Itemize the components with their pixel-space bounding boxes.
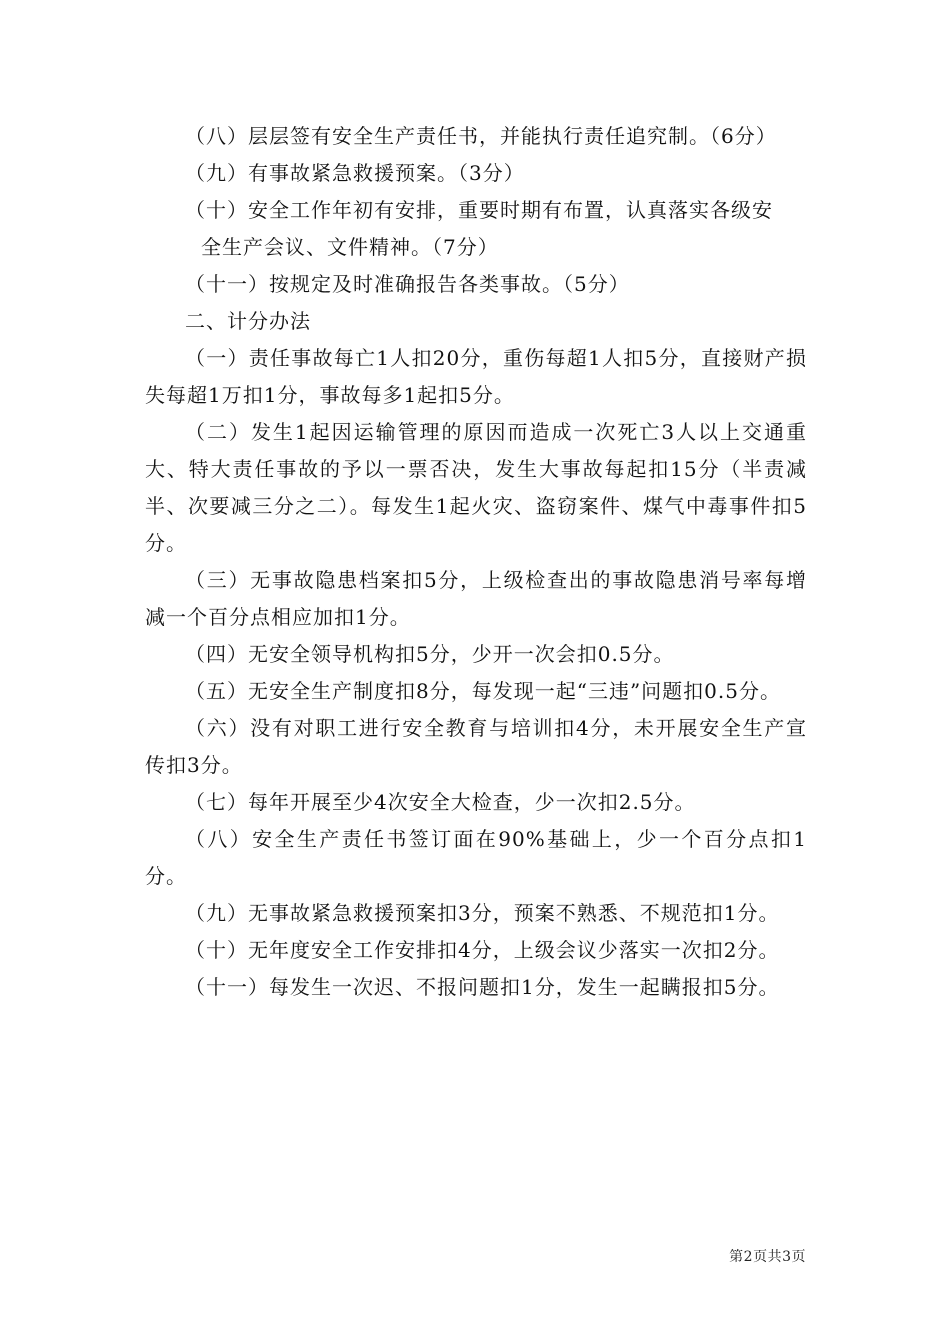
- document-body: [145, 118, 807, 1006]
- section-heading-scoring-method: 二、计分办法: [185, 309, 311, 333]
- paragraph-scoring-1: （一）责任事故每亡1人扣20分，重伤每超1人扣5分，直接财产损失每超1万扣1分，事故每多1起扣5分。: [145, 346, 807, 407]
- paragraph-scoring-9: （九）无事故紧急救援预案扣3分，预案不熟悉、不规范扣1分。: [185, 901, 780, 925]
- paragraph-item-9-emergency-plan: （九）有事故紧急救援预案。（3分）: [185, 161, 525, 185]
- paragraph-scoring-2: （二）发生1起因运输管理的原因而造成一次死亡3人以上交通重大、特大责任事故的予以一票否决，发生大事故每起扣15分（半责减半、次要减三分之二）。每发生1起火灾、盗窃案件、煤气中毒事件扣5分。: [145, 420, 807, 555]
- paragraph-scoring-4: （四）无安全领导机构扣5分，少开一次会扣0.5分。: [185, 642, 675, 666]
- paragraph-item-11-accident-report: （十一）按规定及时准确报告各类事故。（5分）: [185, 272, 630, 296]
- paragraph-item-10-annual-arrangement: （十）安全工作年初有安排，重要时期有布置，认真落实各级安: [185, 198, 773, 222]
- paragraph-item-10-continued: 全生产会议、文件精神。（7分）: [201, 235, 499, 259]
- paragraph-scoring-3: （三）无事故隐患档案扣5分，上级检查出的事故隐患消号率每增减一个百分点相应加扣1分。: [145, 568, 807, 629]
- paragraph-item-8-responsibility: （八）层层签有安全生产责任书，并能执行责任追究制。（6分）: [185, 124, 777, 148]
- page-number: 第2页共3页: [729, 1249, 806, 1265]
- paragraph-scoring-10: （十）无年度安全工作安排扣4分，上级会议少落实一次扣2分。: [185, 938, 780, 962]
- paragraph-scoring-8: （八）安全生产责任书签订面在90%基础上，少一个百分点扣1分。: [145, 827, 807, 888]
- paragraph-scoring-5: （五）无安全生产制度扣8分，每发现一起“三违”问题扣0.5分。: [185, 679, 781, 703]
- paragraph-scoring-11: （十一）每发生一次迟、不报问题扣1分，发生一起瞒报扣5分。: [185, 975, 780, 999]
- paragraph-scoring-6: （六）没有对职工进行安全教育与培训扣4分，未开展安全生产宣传扣3分。: [145, 716, 807, 777]
- paragraph-scoring-7: （七）每年开展至少4次安全大检查，少一次扣2.5分。: [185, 790, 696, 814]
